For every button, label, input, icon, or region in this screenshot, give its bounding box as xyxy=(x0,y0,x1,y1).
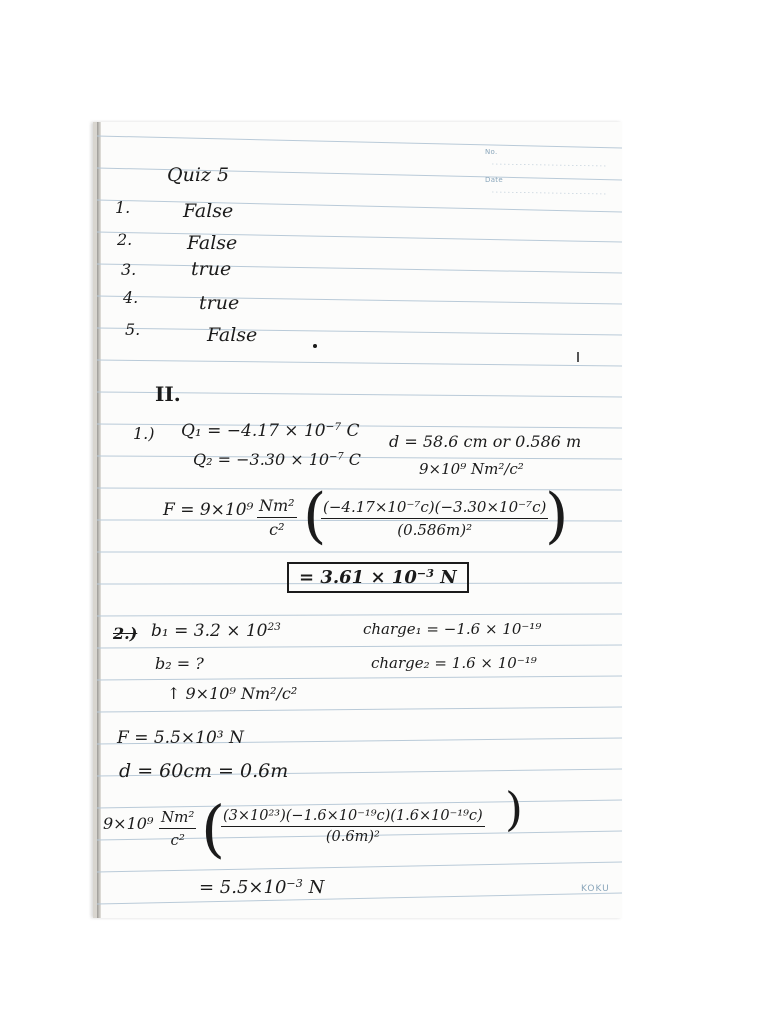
force-fraction-1 xyxy=(321,498,548,539)
constant-units-fraction-2 xyxy=(159,808,196,849)
quiz-title: Quiz 5 xyxy=(167,164,230,186)
section-2-heading: II. xyxy=(155,382,181,406)
printed-date-label: Date xyxy=(485,176,503,184)
answer-number-2: 2. xyxy=(117,230,133,249)
force-denominator-1: (0.586m)² xyxy=(397,521,473,539)
pen-dot xyxy=(313,344,317,348)
printed-no-label: No. xyxy=(485,148,498,156)
coulomb-constant-2: ↑ 9×10⁹ Nm²/c² xyxy=(167,684,298,703)
force-lhs-2: 9×10⁹ xyxy=(103,814,154,833)
printed-brand: KOKU xyxy=(581,884,610,894)
notebook-page xyxy=(93,122,622,918)
force-denominator-2: (0.6m)² xyxy=(325,829,380,845)
answer-number-4: 4. xyxy=(123,288,139,307)
force-value-2: F = 5.5×10³ N xyxy=(117,728,244,748)
problem-1-label: 1.) xyxy=(133,424,155,443)
answer-1: False xyxy=(183,200,234,222)
b1-value: $b_1 = 3.2 \times 10^{23}$ xyxy=(151,620,281,641)
constant-units-fraction-1 xyxy=(257,496,297,539)
constant-units-denominator: c² xyxy=(269,520,285,539)
charge-2: charge₂ = 1.6 × 10⁻¹⁹ xyxy=(371,654,537,672)
boxed-answer-1: = $3.61 \times 10^{-3}$ N xyxy=(287,562,469,593)
result-2: = $5.5\times 10^{-3}$ N xyxy=(199,877,325,899)
charge-1: charge₁ = −1.6 × 10⁻¹⁹ xyxy=(363,620,542,638)
force-numerator-1: (−4.17×10⁻⁷c)(−3.30×10⁻⁷c) xyxy=(321,498,548,519)
answer-number-5: 5. xyxy=(125,320,141,339)
close-paren-1: ) xyxy=(545,481,569,551)
answer-number-1: 1. xyxy=(115,198,131,217)
answer-4: true xyxy=(199,292,240,314)
answer-number-3: 3. xyxy=(121,260,137,279)
force-lhs-1: F = 9×10⁹ xyxy=(163,500,254,520)
coulomb-constant-1: 9×10⁹ Nm²/c² xyxy=(419,460,524,478)
b2-value: b₂ = ? xyxy=(155,654,204,673)
close-paren-2: ) xyxy=(505,782,523,836)
open-paren-1: ( xyxy=(303,481,327,551)
q1-value: $Q_1 = -4.17 \times 10^{-7}$ C xyxy=(181,420,360,441)
constant-units-numerator: Nm² xyxy=(257,496,297,518)
answer-3: true xyxy=(191,258,232,280)
answer-2: False xyxy=(187,232,238,254)
distance-1: d = 58.6 cm or 0.586 m xyxy=(389,432,582,451)
answer-5: False xyxy=(207,324,258,346)
force-fraction-2 xyxy=(221,808,485,845)
constant-units-denominator-2: c² xyxy=(170,831,185,849)
open-paren-2: ( xyxy=(201,792,226,865)
problem-2-label: 2.) xyxy=(113,624,138,643)
distance-2: d = 60cm = 0.6m xyxy=(119,760,289,782)
force-numerator-2: (3×10²³)(−1.6×10⁻¹⁹c)(1.6×10⁻¹⁹c) xyxy=(221,808,485,827)
constant-units-numerator-2: Nm² xyxy=(159,808,196,829)
q2-value: $Q_2 = -3.30 \times 10^{-7}$ C xyxy=(193,450,362,469)
pen-mark xyxy=(577,352,579,362)
